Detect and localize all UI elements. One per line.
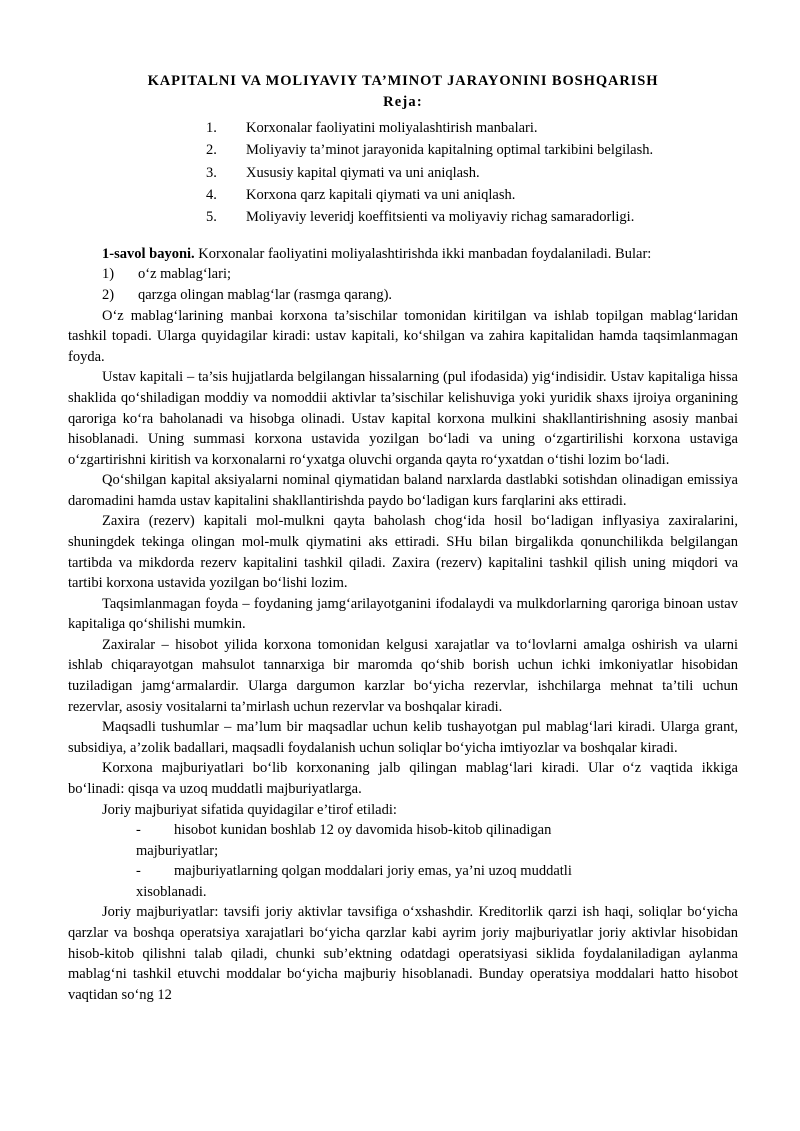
paragraph-reserve-capital: Zaxira (rezerv) kapitali mol-mulkni qayta baholash chog‘ida hosil bo‘ladigan inflyasiya zaxiralarini, shuningdek tekinga olingan mol-mulk qiymatini aks ettiradi. SHu bilan birgalikda qonunchilikda belgilangan tartibda va mikdorda rezerv kapitalini tashkil qiladi. Zaxira (rezerv) kapitalini tashkil qilish uning miqdori va tartibi korxona ustavida yozilgan bo‘lishi lozim.	[68, 513, 738, 592]
funding-sources-list	[68, 264, 738, 305]
list-item-text: hisobot kunidan boshlab 12 oy davomida hisob-kitob qilinadigan	[174, 822, 552, 839]
section-spacer	[68, 229, 738, 244]
section1-lead-paragraph	[68, 244, 738, 265]
list-item	[68, 861, 738, 882]
section1-lead-text: Korxonalar faoliyatini moliyalashtirishda ikki manbadan foydalaniladi. Bular:	[194, 245, 652, 262]
paragraph-liabilities: Korxona majburiyatlari bo‘lib korxonaning jalb qilingan mablag‘lari kiradi. Ular o‘z vaqtida ikkiga bo‘linadi: qisqa va uzoq muddatli majburiyatlarga.	[68, 760, 738, 797]
dash-bullet: -	[136, 822, 141, 839]
paragraph-added-capital: Qo‘shilgan kapital aksiyalarni nominal qiymatidan baland narxlarda dastlabki sotishdan olinadigan emissiya daromadini hamda ustav kapitalini shakllantirishda paydo bo‘ladigan kurs farqlarini aks ettiradi.	[68, 472, 738, 509]
paragraph-undistributed-profit: Taqsimlanmagan foyda – foydaning jamg‘arilayotganini ifodalaydi va mulkdorlarning qaroriga binoan ustav kapitaliga qo‘shilishi mumkin.	[68, 595, 738, 633]
paragraph-current-liabilities-detail: Joriy majburiyatlar: tavsifi joriy aktivlar tavsifiga o‘xshashdir. Kreditorlik qarzi ish haqi, soliqlar bo‘yicha qarzlar va boshqa operatsiya xarajatlari bo‘yicha qarzlar kabi ayrim joriy majburiyatlar joriy aktivlar hisobidan hisob-kitob qilishni talab qiladi, chunki sub’ektning odatdagi operatsiyasi siklida foydalaniladigan aylanma mablag‘ni tashkil etuvchi moddalar bo‘yicha majburiy hisoblanadi. Bunday operatsiya moddalari hatto hisobot vaqtidan so‘ng 12	[68, 904, 738, 1003]
list-item-text: majburiyatlarning qolgan moddalari joriy emas, ya’ni uzoq muddatli	[174, 863, 572, 880]
list-item-number: 2)	[102, 287, 115, 304]
list-item-continuation: xisoblanadi.	[136, 883, 207, 900]
list-item-text: qarzga olingan mablag‘lar (rasmga qarang).	[138, 287, 393, 304]
list-item-continuation: majburiyatlar;	[136, 842, 219, 859]
list-item-number: 1)	[102, 266, 115, 283]
list-item	[68, 285, 738, 306]
list-item-number: 4.	[206, 186, 217, 203]
list-item-text: Moliyaviy leveridj koeffitsienti va moliyaviy richag samaradorligi.	[246, 209, 635, 226]
reja-list	[68, 117, 738, 229]
section1-lead-label: 1-savol bayoni.	[102, 245, 195, 262]
dash-bullet: -	[136, 863, 141, 880]
document-title: KAPITALNI VA MOLIYAVIY TA’MINOT JARAYONINI BOSHQARISH	[147, 73, 659, 89]
list-item	[68, 206, 738, 228]
list-item-text: o‘z mablag‘lari;	[138, 266, 231, 283]
paragraph-charter-capital: Ustav kapitali – ta’sis hujjatlarda belgilangan hissalarning (pul ifodasida) yig‘indisidir. Ustav kapitaliga hissa shaklida qo‘shiladigan moddiy va nomoddii aktivlar ta’sischilar kelishuviga yoki yuridik shaxs ijroiya organining qaroriga ko‘ra baholanadi va hisobga olinadi. Ustav kapital korxona mulkini shakllantirishning asosiy manbai hisoblanadi. Uning summasi korxona ustavida yozilgan bo‘ladi va uning o‘zgartirilishi korxona ustaviga o‘zgartirishni kiritish va korxonalarni ro‘yxatga oluvchi organda qayta ro‘yxatdan o‘tishi lozim bo‘ladi.	[68, 369, 738, 468]
reja-heading: Reja:	[383, 93, 423, 110]
paragraph-current-liabilities-intro: Joriy majburiyat sifatida quyidagilar e’tirof etiladi:	[102, 801, 397, 818]
list-item-text: Xususiy kapital qiymati va uni aniqlash.	[246, 164, 480, 181]
paragraph-target-receipts: Maqsadli tushumlar – ma’lum bir maqsadlar uchun kelib tushayotgan pul mablag‘lari kiradi. Ularga grant, subsidiya, a’zolik badallari, maqsadli foydalanish uchun soliqlar bo‘yicha imtiyozlar va boshqalar kiradi.	[68, 719, 738, 756]
paragraph-reserves: Zaxiralar – hisobot yilida korxona tomonidan kelgusi xarajatlar va to‘lovlarni amalga oshirish va ularni ishlab chiqarayotgan mahsulot tannarxiga bir maromda qo‘shib borish uchun ichki imkoniyatlar hisobidan tuziladigan jamg‘armalardir. Ularga dargumon karzlar bo‘yicha rezervlar, ishchilarga mehnat ta’tili uchun rezervlar, asosiy vositalarni ta’mirlash uchun rezervlar va boshqalar kiradi.	[68, 636, 738, 715]
list-item-number: 1.	[206, 119, 217, 136]
list-item	[68, 264, 738, 285]
list-item-number: 3.	[206, 164, 217, 181]
list-item-text: Moliyaviy ta’minot jarayonida kapitalning optimal tarkibini belgilash.	[246, 142, 654, 159]
paragraph-own-funds: O‘z mablag‘larining manbai korxona ta’sischilar tomonidan kiritilgan va ishlab topilgan mablag‘laridan tashkil topadi. Ularga quyidagilar kiradi: ustav kapitali, ko‘shilgan va zahira kapitalidan hamda taqsimlanmagan foyda.	[68, 307, 738, 365]
list-item	[68, 162, 738, 184]
list-item	[68, 184, 738, 206]
list-item-text: Korxonalar faoliyatini moliyalashtirish manbalari.	[246, 119, 538, 136]
list-item	[68, 139, 738, 161]
list-item-text: Korxona qarz kapitali qiymati va uni aniqlash.	[246, 186, 516, 203]
list-item	[68, 820, 738, 841]
list-item-number: 2.	[206, 142, 217, 159]
list-item	[68, 117, 738, 139]
list-item-number: 5.	[206, 209, 217, 226]
